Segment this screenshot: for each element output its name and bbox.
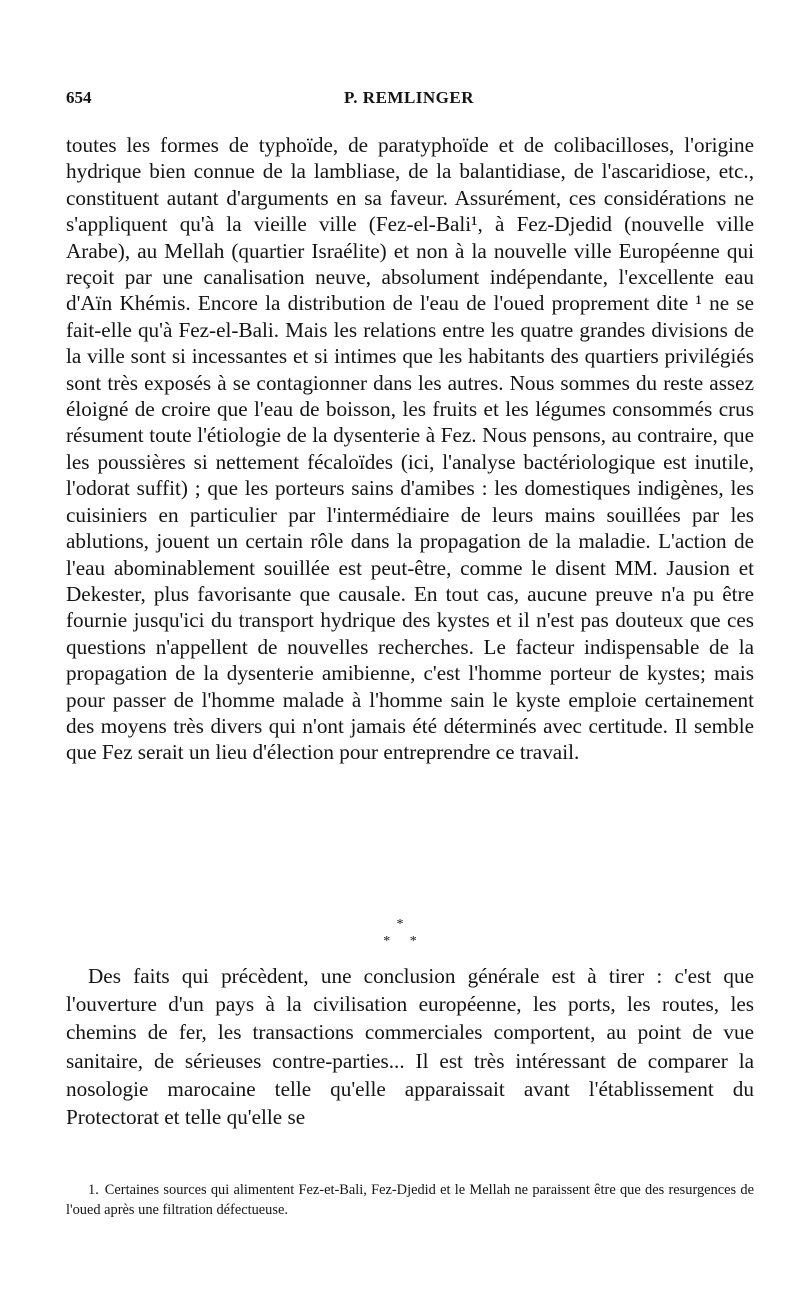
section-ornament-top [0,917,800,933]
footnote-text: Certaines sources qui alimentent Fez-et-Bali, Fez-Djedid et le Mellah ne paraissent être que des resurgences de l'oued après une filtration défectueuse. [66,1182,754,1218]
asterisk-mark: * [383,934,391,949]
footnote [66,1180,754,1220]
page-number: 654 [66,88,92,107]
running-head-author: P. REMLINGER [343,88,475,107]
conclusion-paragraph: Des faits qui précèdent, une conclusion générale est à tirer : c'est que l'ouverture d'un pays à la civilisation européenne, les ports, les routes, les chemins de fer, les transactions commerciales comportent, au point de vue sanitaire, de sérieuses contre-parties... Il est très intéressant de comparer la nosologie marocaine telle qu'elle apparaissait avant l'établissement du Protectorat et telle qu'elle se [66,964,754,1130]
page-header [66,88,752,114]
footnote-number: 1. [88,1182,99,1198]
body-paragraph: toutes les formes de typhoïde, de paratyphoïde et de colibacilloses, l'origine hydrique bien connue de la lambliase, de la balantidiase, de l'ascaridiose, etc., constituent autant d'arguments en sa faveur. Assurément, ces considérations ne s'appliquent qu'à la vieille ville (Fez-el-Bali¹, à Fez-Djedid (nouvelle ville Arabe), au Mellah (quartier Israélite) et non à la nouvelle ville Européenne qui reçoit par une canalisation neuve, absolument indépendante, l'excellente eau d'Aïn Khémis. Encore la distribution de l'eau de l'oued proprement dite ¹ ne se fait-elle qu'à Fez-el-Bali. Mais les relations entre les quatre grandes divisions de la ville sont si incessantes et si intimes que les habitants des quartiers privilégiés sont très exposés à se contagionner dans les autres. Nous sommes du reste assez éloigné de croire que l'eau de boisson, les fruits et les légumes consommés crus résument toute l'étiologie de la dysenterie à Fez. Nous pensons, au contraire, que les poussières si nettement fécaloïdes (ici, l'analyse bactériologique est inutile, l'odorat suffit) ; que les porteurs sains d'amibes : les domestiques indigènes, les cuisiniers en particulier par l'intermédiaire de leurs mains souillées par les ablutions, jouent un certain rôle dans la propagation de la maladie. L'action de l'eau abominablement souillée est peut-être, comme le disent MM. Jausion et Dekester, plus favorisante que causale. En tout cas, aucune preuve n'a pu être fournie jusqu'ici du transport hydrique des kystes et il n'est pas douteux que ces questions n'appellent de nouvelles recherches. Le facteur indispensable de la propagation de la dysenterie amibienne, c'est l'homme porteur de kystes; mais pour passer de l'homme malade à l'homme sain le kyste emploie certainement des moyens très divers qui n'ont jamais été déterminés avec certitude. Il semble que Fez serait un lieu d'élection pour entreprendre ce travail. [66,133,754,765]
asterisk-mark: * [409,934,417,949]
section-ornament-bottom [0,934,800,950]
asterisk-mark: * [396,917,404,932]
